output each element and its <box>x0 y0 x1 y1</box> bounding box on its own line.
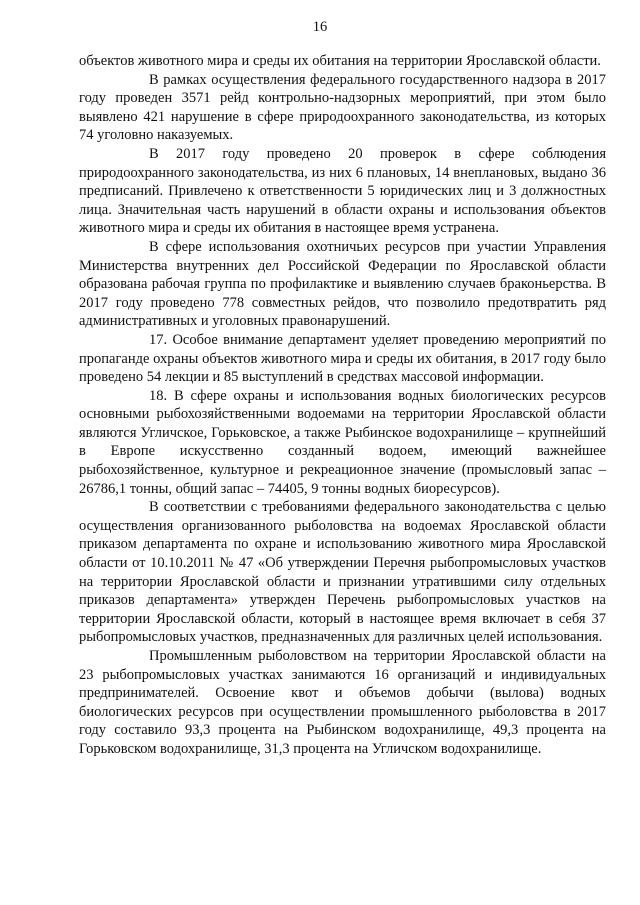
paragraph-item-17: 17. Особое внимание департамент уделяет проведению мероприятий по пропаганде охраны объектов животного мира и среды их обитания, в 2017 году было проведено 54 лекции и 85 выступлений в средствах массовой информации. <box>79 331 606 386</box>
paragraph-federal-supervision: В рамках осуществления федерального государственного надзора в 2017 году проведен 3571 рейд контрольно-надзорных мероприятий, при этом было выявлено 421 нарушение в сфере природоохранного законодательства, из которых 74 уголовно наказуемых. <box>79 71 606 144</box>
paragraph-fishing-order: В соответствии с требованиями федерального законодательства с целью осуществления организованного рыболовства на водоемах Ярославской области приказом департамента по охране и использованию животного мира Ярославской области от 10.10.2011 № 47 «Об утверждении Перечня рыбопромысловых участков на территории Ярославской области и признании утратившими силу отдельных приказов департамента» утвержден Перечень рыбопромысловых участков на территории Ярославской области, который в настоящее время включает в себя 37 рыбопромысловых участков, предназначенных для различных целей использования. <box>79 499 606 646</box>
document-body <box>79 52 606 759</box>
paragraph-continuation: объектов животного мира и среды их обитания на территории Ярославской области. <box>79 53 601 69</box>
paragraph-item-18: 18. В сфере охраны и использования водных биологических ресурсов основными рыбохозяйственными водоемами на территории Ярославской области являются Угличское, Горьковское, а также Рыбинское водохранилище – крупнейший в Европе искусственно созданный водоем, имеющий важнейшее рыбохозяйственное, культурное и рекреационное значение (промысловый запас – 26786,1 тонны, общий запас – 74405, 9 тонны водных биоресурсов). <box>79 387 606 497</box>
paragraph-inspections: В 2017 году проведено 20 проверок в сфере соблюдения природоохранного законодательства, из них 6 плановых, 14 внеплановых, выдано 36 предписаний. Привлечено к ответственности 5 юридических лиц и 3 должностных лица. Значительная часть нарушений в области охраны и использования объектов животного мира и среды их обитания в настоящее время устранена. <box>79 145 606 237</box>
paragraph-hunting-resources: В сфере использования охотничьих ресурсов при участии Управления Министерства внутренних дел Российской Федерации по Ярославской области образована рабочая группа по профилактике и выявлению случаев браконьерства. В 2017 году проведено 778 совместных рейдов, что позволило предотвратить ряд административных и уголовных правонарушений. <box>79 238 606 330</box>
page-number: 16 <box>312 19 328 35</box>
paragraph-industrial-fishing: Промышленным рыболовством на территории Ярославской области на 23 рыбопромысловых участках занимаются 16 организаций и индивидуальных предпринимателей. Освоение квот и объемов добычи (вылова) водных биологических ресурсов при осуществлении промышленного рыболовства в 2017 году составило 93,3 процента на Рыбинском водохранилище, 49,3 процента на Горьковском водохранилище, 31,3 процента на Угличском водохранилище. <box>79 648 606 757</box>
